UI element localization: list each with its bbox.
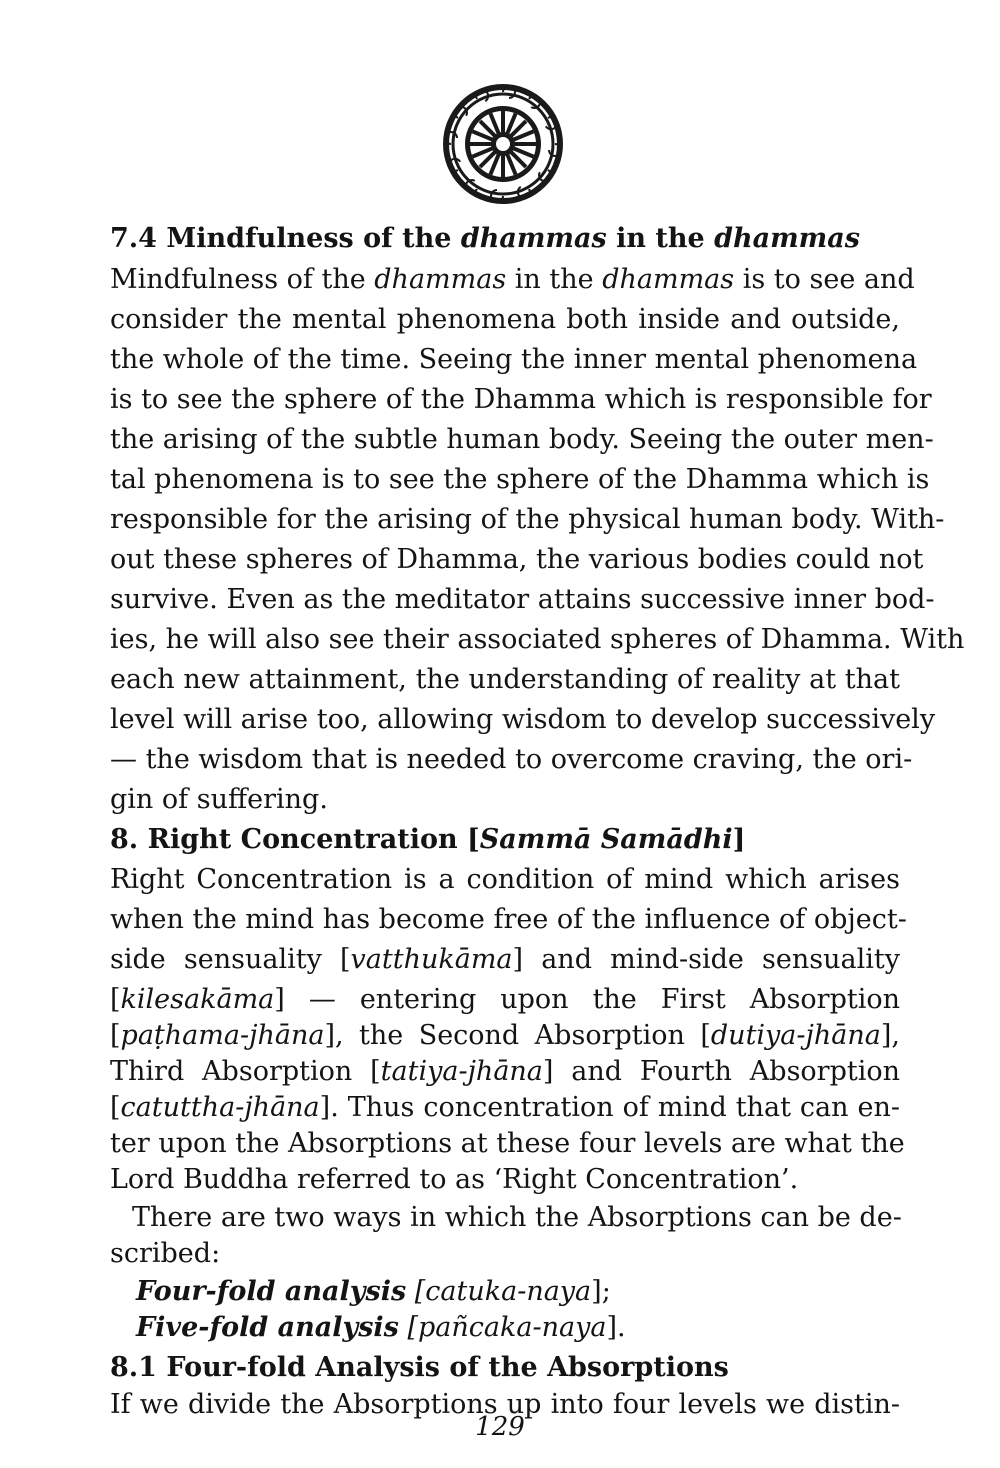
text-line: each new attainment, the understanding of reality at that <box>110 664 900 695</box>
text-line: when the mind has become free of the influence of object- <box>110 904 907 935</box>
text-line: side sensuality [vatthukāma] and mind-side sensuality <box>110 944 900 975</box>
text-line: [catuttha-jhāna]. Thus concentration of mind that can en- <box>110 1092 900 1123</box>
text-line: ter upon the Absorptions at these four levels are what the <box>110 1128 905 1159</box>
text-line: responsible for the arising of the physical human body. With- <box>110 504 945 535</box>
text-line: Right Concentration is a condition of mind which arises <box>110 864 900 895</box>
text-line: scribed: <box>110 1238 221 1269</box>
text-line: level will arise too, allowing wisdom to develop successively <box>110 704 936 735</box>
text-line: consider the mental phenomena both inside and outside, <box>110 304 900 335</box>
text-line: gin of suffering. <box>110 784 328 815</box>
section-heading-7-4: 7.4 Mindfulness of the dhammas in the dhammas <box>110 223 860 254</box>
text-line: tal phenomena is to see the sphere of the Dhamma which is <box>110 464 930 495</box>
text-line: Mindfulness of the dhammas in the dhammas is to see and <box>110 264 915 295</box>
text-line: the whole of the time. Seeing the inner mental phenomena <box>110 344 918 375</box>
section-heading-8-1: 8.1 Four-fold Analysis of the Absorptions <box>110 1352 729 1383</box>
text-line: Lord Buddha referred to as ‘Right Concentration’. <box>110 1164 799 1195</box>
section-heading-8: 8. Right Concentration [Sammā Samādhi] <box>110 824 746 855</box>
text-line: ies, he will also see their associated spheres of Dhamma. With <box>110 624 965 655</box>
text-line: the arising of the subtle human body. Seeing the outer men- <box>110 424 934 455</box>
text-line: Third Absorption [tatiya-jhāna] and Fourth Absorption <box>110 1056 900 1087</box>
list-item: Five-fold analysis [pañcaka-naya]. <box>136 1312 626 1343</box>
text-line: There are two ways in which the Absorptions can be de- <box>132 1202 902 1233</box>
text-line: [paṭhama-jhāna], the Second Absorption [dutiya-jhāna], <box>110 1020 900 1051</box>
text-line: out these spheres of Dhamma, the various bodies could not <box>110 544 924 575</box>
text-line: — the wisdom that is needed to overcome craving, the ori- <box>110 744 913 775</box>
text-line: survive. Even as the meditator attains successive inner bod- <box>110 584 935 615</box>
text-line: If we divide the Absorptions up into four levels we distin- <box>110 1389 900 1420</box>
text-line: [kilesakāma] — entering upon the First Absorption <box>110 984 900 1015</box>
dharma-wheel-icon <box>441 82 565 206</box>
page-number: 129 <box>475 1412 525 1442</box>
list-item: Four-fold analysis [catuka-naya]; <box>136 1276 611 1307</box>
text-line: is to see the sphere of the Dhamma which is responsible for <box>110 384 932 415</box>
